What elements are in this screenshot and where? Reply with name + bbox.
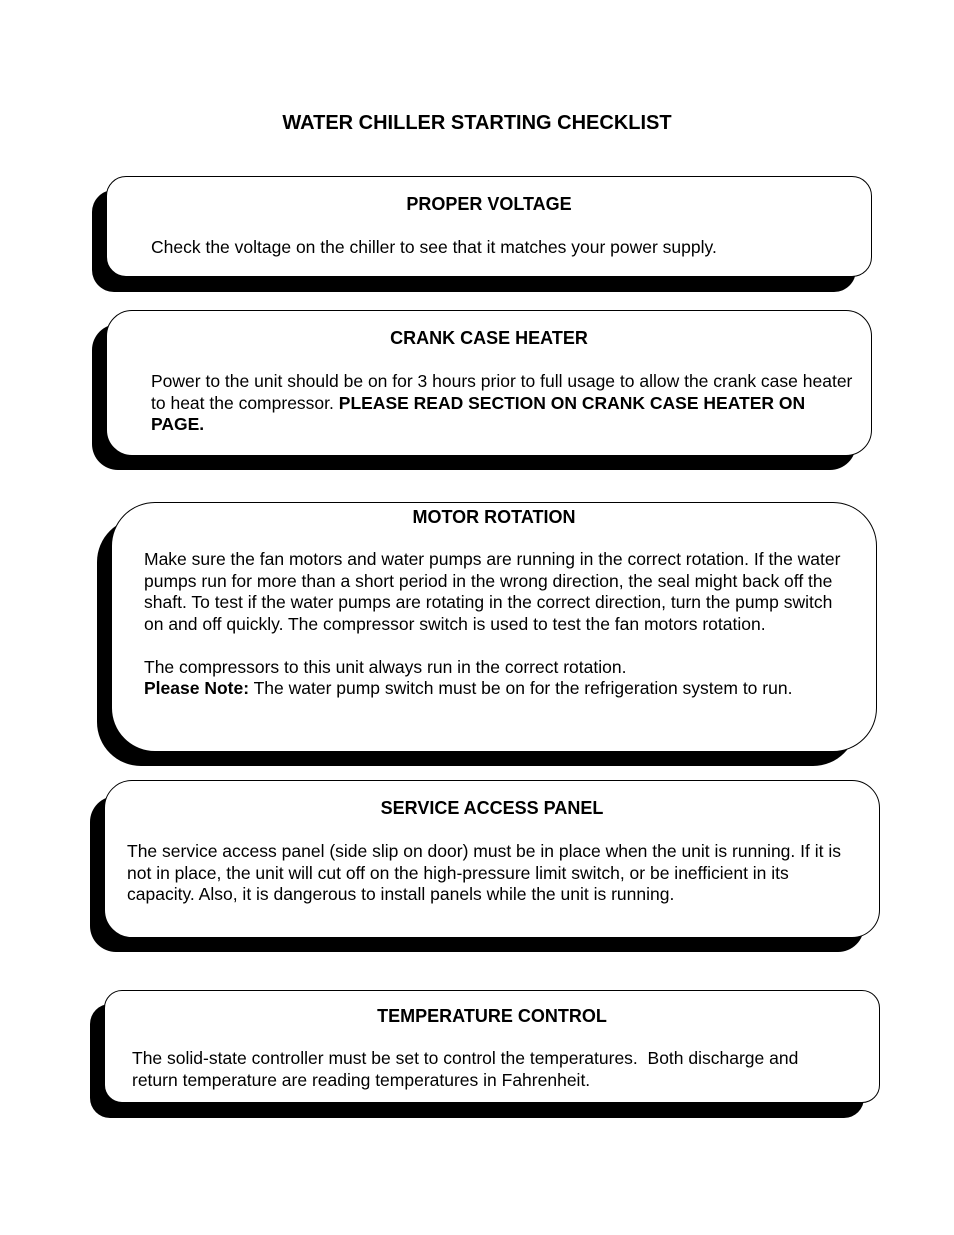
section-heading: PROPER VOLTAGE [406,194,572,214]
note-label: Please Note: [144,678,250,698]
section-paragraph: The compressors to this unit always run in the correct rotation. [144,656,627,677]
section-crank-case-heater [92,310,872,470]
section-body [151,371,857,436]
section-body [151,237,851,259]
section-text: Check the voltage on the chiller to see that it matches your power supply. [151,237,717,257]
section-proper-voltage [92,176,872,292]
card-box [106,176,872,277]
card-box [106,310,872,456]
section-heading: CRANK CASE HEATER [390,328,588,348]
card-box [104,990,880,1103]
section-motor-rotation [97,502,877,766]
section-service-access-panel [90,780,880,952]
card-box [111,502,877,752]
section-paragraph: Make sure the fan motors and water pumps are running in the correct rotation. If the water pumps run for more than a short period in the wrong direction, the seal might back off the shaft. To test if the water pumps are rotating in the correct direction, turn the pump switch on and off quickly. The compressor switch is used to test the fan motors rotation. [144,549,841,634]
card-box [104,780,880,938]
section-temperature-control [90,990,880,1118]
page-title: WATER CHILLER STARTING CHECKLIST [282,112,672,134]
section-body [144,549,856,700]
section-body [127,841,853,906]
section-text: The service access panel (side slip on door) must be in place when the unit is running. If it is not in place, the unit will cut off on the high-pressure limit switch, or be inefficient in its capacity. Also, it is dangerous to install panels while the unit is running. [127,841,841,904]
section-text: The solid-state controller must be set to control the temperatures. Both discharge and return temperature are reading temperatures in Fahrenheit. [132,1048,804,1090]
section-heading: TEMPERATURE CONTROL [377,1006,607,1026]
section-body [132,1048,832,1091]
section-heading: MOTOR ROTATION [412,507,576,527]
note-text: The water pump switch must be on for the refrigeration system to run. [253,678,793,698]
section-bold-text: PLEASE READ SECTION ON CRANK CASE HEATER ON PAGE. [151,392,806,434]
section-heading: SERVICE ACCESS PANEL [380,798,604,818]
section-text: Power to the unit should be on for 3 hours prior to full usage to allow the crank case heater to heat the compressor. [151,371,853,413]
